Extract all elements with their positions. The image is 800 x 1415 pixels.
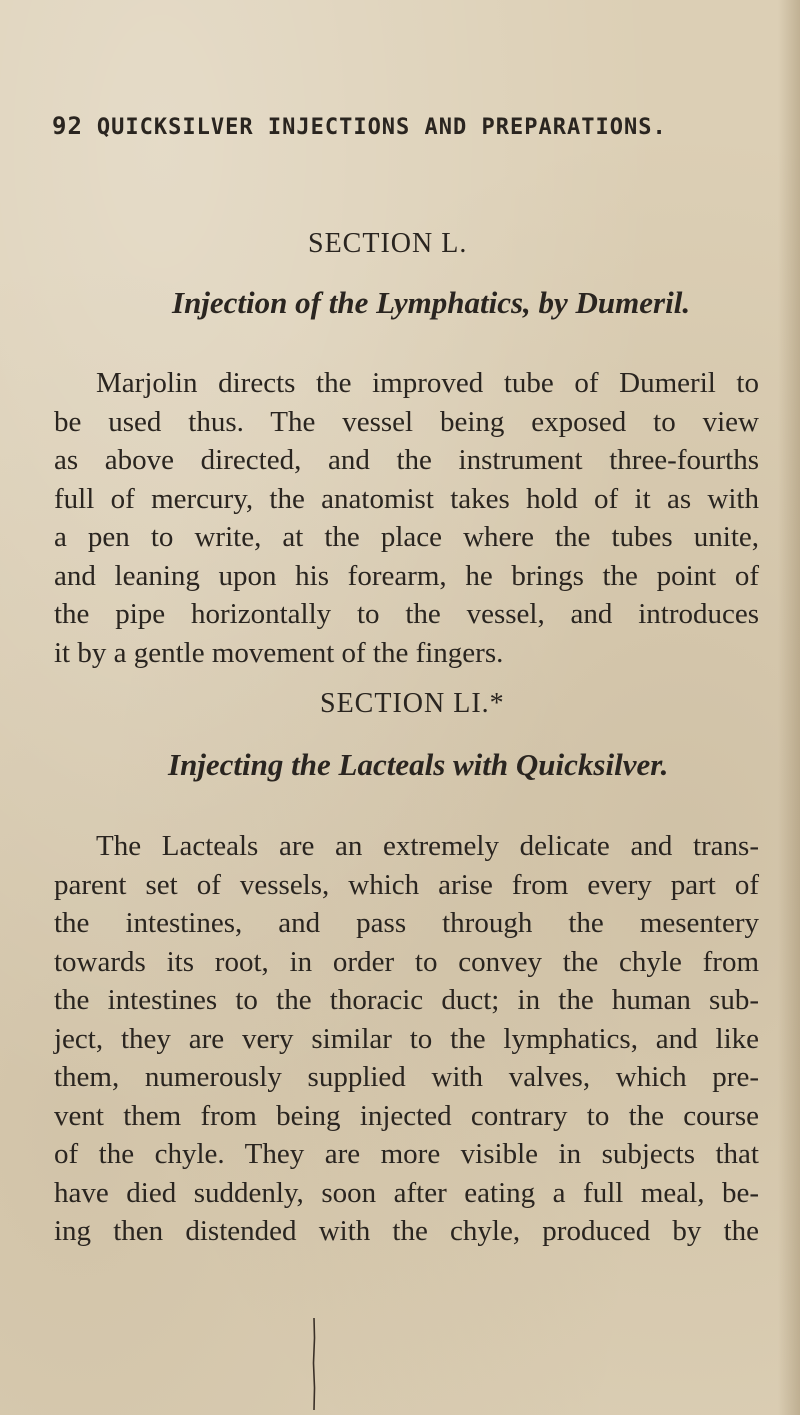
text-line: be used thus. The vessel being exposed to view [54, 405, 759, 438]
text-line: and leaning upon his forearm, he brings the point of [54, 559, 759, 592]
text-line: them, numerously supplied with valves, which pre- [54, 1061, 759, 1093]
section-title-lacteals: Injecting the Lacteals with Quicksilver. [168, 747, 669, 782]
text-line: towards its root, in order to convey the chyle from [54, 945, 759, 978]
section-heading-l: SECTION L. [308, 228, 468, 259]
text-line: ject, they are very similar to the lymphatics, and like [54, 1022, 759, 1055]
text-line: have died suddenly, soon after eating a full meal, be- [54, 1176, 759, 1209]
text-line: full of mercury, the anatomist takes hold of it as with [54, 482, 759, 515]
text-line: the pipe horizontally to the vessel, and introduces [54, 598, 759, 630]
page-number: 92 [52, 112, 83, 140]
text-line: Marjolin directs the improved tube of Dumeril to [96, 367, 759, 399]
text-line: the intestines to the thoracic duct; in the human sub- [54, 984, 759, 1016]
running-title: QUICKSILVER INJECTIONS AND PREPARATIONS. [96, 115, 667, 140]
text-line: as above directed, and the instrument three-fourths [54, 444, 759, 476]
text-line: vent them from being injected contrary to the course [54, 1099, 759, 1132]
text-line: a pen to write, at the place where the tubes unite, [54, 521, 759, 553]
paragraph-lacteals [54, 827, 759, 1251]
text-line: of the chyle. They are more visible in subjects that [54, 1138, 759, 1170]
paragraph-dumeril [54, 364, 759, 672]
text-line: it by a gentle movement of the fingers. [54, 636, 504, 669]
page-edge-shadow [778, 0, 800, 1415]
text-line: parent set of vessels, which arise from every part of [54, 868, 759, 901]
text-line: The Lacteals are an extremely delicate and trans- [96, 830, 759, 862]
section-heading-li: SECTION LI.* [320, 688, 505, 719]
text-line: the intestines, and pass through the mesentery [54, 907, 759, 939]
section-title-lymphatics: Injection of the Lymphatics, by Dumeril. [172, 285, 691, 320]
text-line: ing then distended with the chyle, produced by the [54, 1215, 759, 1247]
ink-stroke-mark [312, 1318, 316, 1410]
running-header [52, 112, 752, 140]
